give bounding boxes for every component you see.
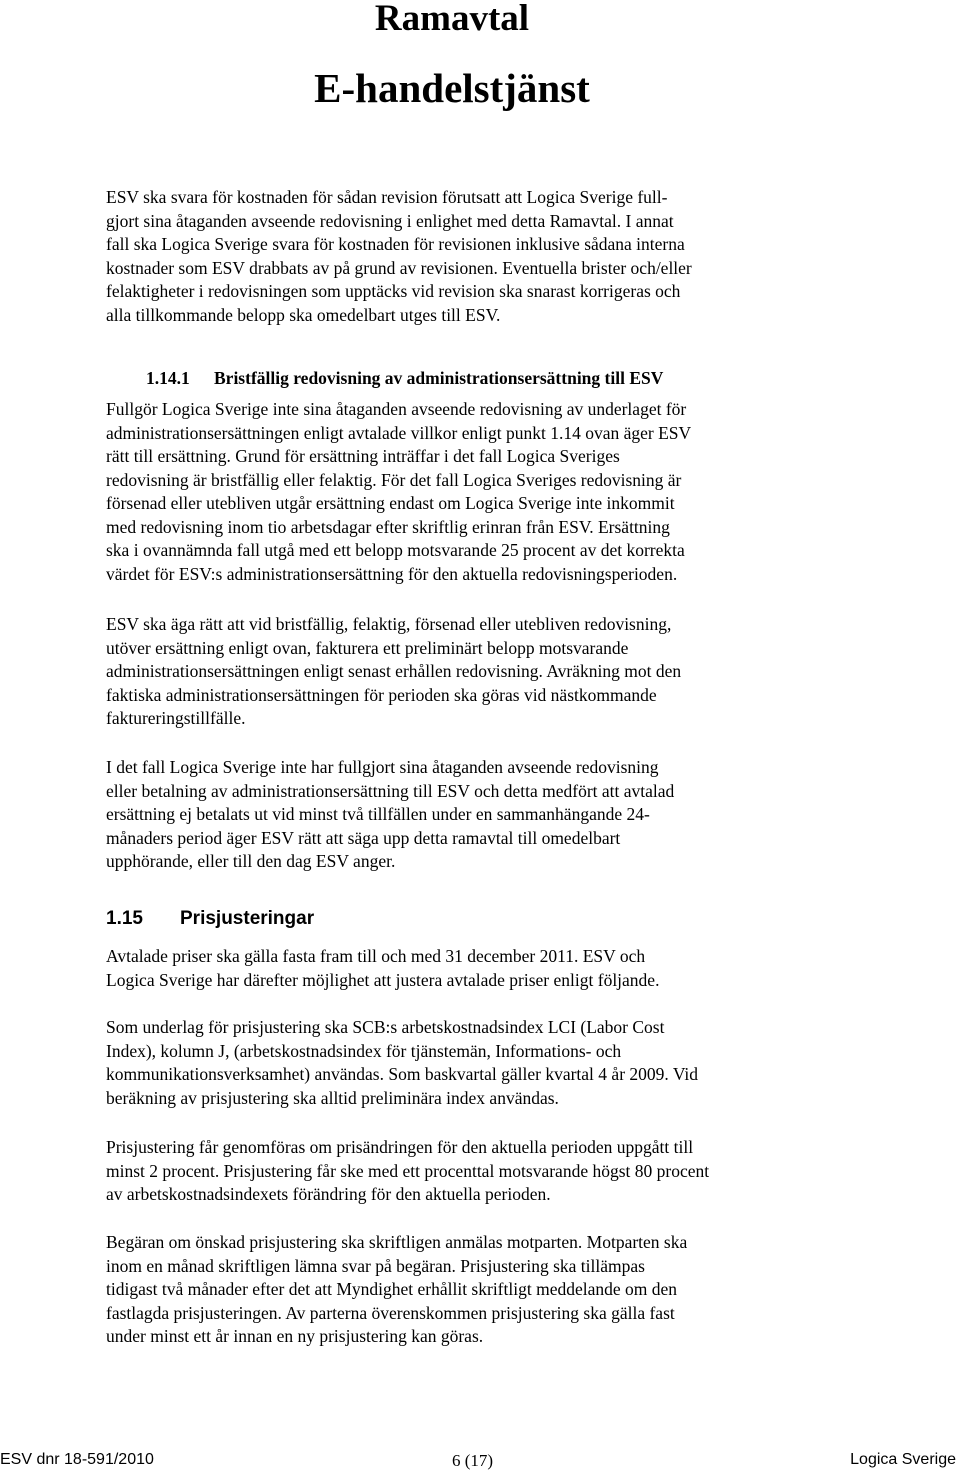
- text-line: ska i ovannämnda fall utgå med ett belopp motsvarande 25 procent av det korrekta: [106, 540, 685, 560]
- text-line: fall ska Logica Sverige svara för kostnaden för revisionen inklusive sådana interna: [106, 234, 685, 254]
- paragraph: [106, 613, 806, 731]
- text-line: kommunikationsverksamhet) användas. Som baskvartal gäller kvartal 4 år 2009. Vid: [106, 1064, 699, 1084]
- text-line: felaktigheter i redovisningen som upptäcks vid revision ska snarast korrigeras och: [106, 281, 681, 301]
- text-line: Prisjustering får genomföras om prisändringen för den aktuella perioden uppgått till: [106, 1137, 694, 1157]
- footer-company: Logica Sverige: [850, 1451, 956, 1468]
- section-number: 1.15: [106, 908, 143, 929]
- text-line: tidigast två månader efter det att Myndighet erhållit skriftligt meddelande om den: [106, 1279, 678, 1299]
- text-line: värdet för ESV:s administrationsersättning för den aktuella redovisningsperioden.: [106, 563, 678, 584]
- paragraph: [106, 398, 806, 586]
- text-line: månaders period äger ESV rätt att säga upp detta ramavtal till omedelbart: [106, 827, 621, 848]
- text-line: ESV ska äga rätt att vid bristfällig, felaktig, försenad eller utebliven redovisning,: [106, 614, 672, 634]
- text-line: faktureringstillfälle.: [106, 708, 246, 728]
- intro-paragraph: [106, 186, 806, 327]
- text-line: eller betalning av administrationsersättning till ESV och detta medfört att avtalad: [106, 780, 675, 801]
- section-title: Prisjusteringar: [180, 908, 315, 929]
- text-line: upphörande, eller till den dag ESV anger.: [106, 851, 396, 871]
- paragraph: [106, 1136, 806, 1207]
- document-subtitle: E-handelstjänst: [314, 65, 590, 111]
- section-number: 1.14.1: [146, 368, 190, 388]
- text-line: ersättning ej betalats ut vid minst två tillfällen under en sammanhängande 24-: [106, 804, 650, 824]
- text-line: med redovisning inom tio arbetsdagar efter skriftlig erinran från ESV. Ersättning: [106, 516, 670, 537]
- text-line: I det fall Logica Sverige inte har fullgjort sina åtaganden avseende redovisning: [106, 757, 659, 777]
- text-line: administrationsersättningen enligt senast erhållen redovisning. Avräkning mot den: [106, 661, 682, 681]
- text-line: ESV ska svara för kostnaden för sådan revision förutsatt att Logica Sverige full-: [106, 187, 668, 207]
- text-line: alla tillkommande belopp ska omedelbart utges till ESV.: [106, 304, 501, 325]
- text-line: faktiska administrationsersättningen för perioden ska göras vid nästkommande: [106, 684, 657, 705]
- text-line: administrationsersättningen enligt avtalade villkor enligt punkt 1.14 ovan äger ESV: [106, 422, 692, 443]
- text-line: Avtalade priser ska gälla fasta fram till och med 31 december 2011. ESV och: [106, 946, 646, 966]
- paragraph: [106, 945, 806, 992]
- text-line: under minst ett år innan en ny prisjustering kan göras.: [106, 1326, 484, 1346]
- footer-document-number: ESV dnr 18-591/2010: [0, 1451, 154, 1468]
- text-line: Logica Sverige har därefter möjlighet att justera avtalade priser enligt följande.: [106, 969, 660, 990]
- paragraph: [106, 1016, 806, 1110]
- text-line: minst 2 procent. Prisjustering får ske med ett procenttal motsvarande högst 80 procent: [106, 1160, 710, 1181]
- text-line: Index), kolumn J, (arbetskostnadsindex för tjänstemän, Informations- och: [106, 1040, 622, 1061]
- paragraph: [106, 1231, 806, 1349]
- section-heading-1-15: [106, 908, 314, 930]
- document-title: Ramavtal: [374, 0, 530, 39]
- text-line: fastlagda prisjusteringen. Av parterna överenskommen prisjustering ska gälla fast: [106, 1302, 675, 1323]
- section-heading-1-14-1: [146, 368, 663, 389]
- text-line: inom en månad skriftligen lämna svar på begäran. Prisjustering ska tillämpas: [106, 1255, 645, 1276]
- section-title: Bristfällig redovisning av administrationsersättning till ESV: [214, 368, 664, 388]
- text-line: kostnader som ESV drabbats av på grund av revisionen. Eventuella brister och/eller: [106, 257, 692, 278]
- paragraph: [106, 756, 806, 874]
- text-line: gjort sina åtaganden avseende redovisning i enlighet med detta Ramavtal. I annat: [106, 210, 674, 231]
- text-line: försenad eller utebliven utgår ersättning endast om Logica Sverige inte inkommit: [106, 493, 675, 513]
- text-line: utöver ersättning enligt ovan, fakturera ett preliminärt belopp motsvarande: [106, 637, 629, 658]
- text-line: av arbetskostnadsindexets förändring för den aktuella perioden.: [106, 1184, 551, 1204]
- text-line: redovisning är bristfällig eller felaktig. För det fall Logica Sveriges redovisning är: [106, 469, 682, 490]
- text-line: rätt till ersättning. Grund för ersättning inträffar i det fall Logica Sveriges: [106, 446, 620, 466]
- text-line: beräkning av prisjustering ska alltid preliminära index användas.: [106, 1087, 559, 1108]
- footer-page-number: 6 (17): [452, 1451, 494, 1470]
- text-line: Begäran om önskad prisjustering ska skriftligen anmälas motparten. Motparten ska: [106, 1232, 688, 1252]
- text-line: Som underlag för prisjustering ska SCB:s arbetskostnadsindex LCI (Labor Cost: [106, 1017, 665, 1037]
- text-line: Fullgör Logica Sverige inte sina åtaganden avseende redovisning av underlaget för: [106, 399, 687, 419]
